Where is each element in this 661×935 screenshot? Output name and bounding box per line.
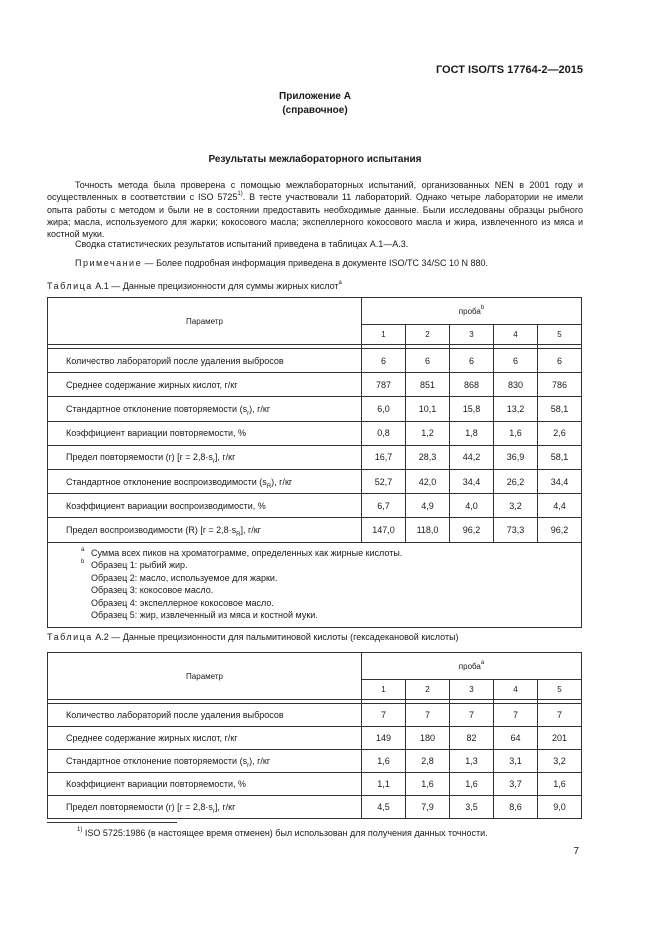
row-label: Среднее содержание жирных кислот, г/кг	[48, 373, 362, 397]
intro-text-b: . В тесте участвовали 11 лабораторий. Однако четыре лаборатории не имели опыта работы с методом и были не в состоянии предоставить необходимые данные. Были исследованы образцы рыбного жира; масла, используемого для жарки; кокосового масла; экспеллерного кокосового масла и жира, извлеченного из мяса и костной муки.	[47, 192, 584, 240]
table-row	[48, 750, 582, 773]
table-footnote: Образец 3: кокосовое масло.	[91, 585, 214, 596]
cell: 4,4	[538, 494, 582, 518]
table1-caption	[47, 281, 342, 291]
cell: 1,8	[450, 421, 494, 445]
table2-col-header: 2	[406, 680, 450, 700]
row-label: Стандартное отклонение повторяемости $(s_r)$, г/кг	[48, 397, 362, 421]
cell: 201	[538, 727, 582, 750]
table1-col-header: 1	[362, 325, 406, 345]
cell: 7	[538, 704, 582, 727]
footnote-divider	[47, 822, 177, 823]
table-footnote: $^a$ Сумма всех пиков на хроматограмме, определенных как жирные кислоты.	[81, 546, 403, 558]
cell: 10,1	[406, 397, 450, 421]
table2-param-header: Параметр	[48, 653, 362, 700]
row-label: Предел повторяемости (r) $[r = 2,8\cdot s_r]$, г/кг	[48, 796, 362, 819]
cell: 44,2	[450, 445, 494, 469]
cell: 8,6	[494, 796, 538, 819]
table2	[47, 652, 582, 819]
table2-sample-mark: a	[480, 659, 485, 666]
cell: 6	[450, 349, 494, 373]
cell: 16,7	[362, 445, 406, 469]
table2-caption	[47, 632, 459, 642]
table-row	[48, 773, 582, 796]
cell: 868	[450, 373, 494, 397]
cell: 1,6	[494, 421, 538, 445]
cell: 3,2	[538, 750, 582, 773]
row-label: Среднее содержание жирных кислот, г/кг	[48, 727, 362, 750]
page-footnote-mark: 1)	[77, 827, 83, 833]
table2-col-header: 3	[450, 680, 494, 700]
row-label: Количество лабораторий после удаления выбросов	[48, 704, 362, 727]
cell: 7,9	[406, 796, 450, 819]
cell: 1,2	[406, 421, 450, 445]
intro-text-a: Точность метода была проверена с помощью межлабораторных испытаний, организованных NEN в 2001 году и осуществленных в соответствии с ISO 5725	[47, 180, 583, 203]
cell: 1,3	[450, 750, 494, 773]
table2-caption-label: Таблица	[47, 632, 93, 642]
intro-paragraph	[47, 179, 583, 240]
table-row	[48, 373, 582, 397]
row-label: Количество лабораторий после удаления выбросов	[48, 349, 362, 373]
cell: 13,2	[494, 397, 538, 421]
table1-sample-label: проба	[458, 306, 481, 316]
cell: 3,1	[494, 750, 538, 773]
table1-col-header: 4	[494, 325, 538, 345]
cell: 7	[406, 704, 450, 727]
cell: 180	[406, 727, 450, 750]
table1-col-header: 5	[538, 325, 582, 345]
cell: 36,9	[494, 445, 538, 469]
cell: 28,3	[406, 445, 450, 469]
cell: 9,0	[538, 796, 582, 819]
cell: 787	[362, 373, 406, 397]
cell: 64	[494, 727, 538, 750]
cell: 6	[538, 349, 582, 373]
row-label: Предел повторяемости (r) $[r = 2,8\cdot s_r]$, г/кг	[48, 445, 362, 469]
page-footnote-text: ISO 5725:1986 (в настоящее время отменен) был использован для получения данных точности.	[84, 828, 488, 838]
annex-title: Приложение А	[279, 91, 351, 102]
table2-col-header: 4	[494, 680, 538, 700]
cell: 34,4	[450, 469, 494, 493]
section-title: Результаты межлабораторного испытания	[208, 154, 422, 165]
cell: 3,5	[450, 796, 494, 819]
cell: 4,9	[406, 494, 450, 518]
table-row	[48, 421, 582, 445]
table-footnote: Образец 2: масло, используемое для жарки.	[91, 572, 278, 583]
cell: 1,6	[406, 773, 450, 796]
table-row	[48, 397, 582, 421]
cell: 58,1	[538, 445, 582, 469]
cell: 6	[406, 349, 450, 373]
table1	[47, 297, 582, 628]
table-row	[48, 349, 582, 373]
table1-caption-text: А.1 — Данные прецизионности для суммы жирных кислот	[92, 281, 339, 291]
table1-col-header: 3	[450, 325, 494, 345]
cell: 3,2	[494, 494, 538, 518]
table2-sample-header	[362, 653, 582, 680]
cell: 52,7	[362, 469, 406, 493]
cell: 1,1	[362, 773, 406, 796]
note	[75, 258, 488, 268]
cell: 6,0	[362, 397, 406, 421]
summary-paragraph: Сводка статистических результатов испытаний приведена в таблицах А.1—А.3.	[75, 239, 409, 249]
cell: 830	[494, 373, 538, 397]
cell: 96,2	[450, 518, 494, 542]
cell: 42,0	[406, 469, 450, 493]
row-label: Коэффициент вариации повторяемости, %	[48, 773, 362, 796]
cell: 1,6	[538, 773, 582, 796]
table-row	[48, 796, 582, 819]
cell: 0,8	[362, 421, 406, 445]
cell: 1,6	[362, 750, 406, 773]
cell: 15,8	[450, 397, 494, 421]
cell: 118,0	[406, 518, 450, 542]
row-label: Стандартное отклонение воспроизводимости $(s_R)$, г/кг	[48, 469, 362, 493]
table1-param-header: Параметр	[48, 298, 362, 345]
cell: 786	[538, 373, 582, 397]
cell: 7	[494, 704, 538, 727]
cell: 26,2	[494, 469, 538, 493]
page-footnote	[77, 828, 488, 838]
cell: 58,1	[538, 397, 582, 421]
table1-footnotes	[48, 542, 582, 628]
table2-col-header: 5	[538, 680, 582, 700]
table-footnote: Образец 5: жир, извлеченный из мяса и костной муки.	[91, 610, 318, 621]
cell: 2,6	[538, 421, 582, 445]
table2-sample-label: проба	[458, 661, 481, 671]
table-row	[48, 494, 582, 518]
table1-sample-header	[362, 298, 582, 325]
table-footnote: $^b$ Образец 1: рыбий жир.	[81, 559, 188, 571]
cell: 6	[362, 349, 406, 373]
table1-caption-mark: a	[338, 280, 342, 286]
cell: 7	[450, 704, 494, 727]
annex-subtitle: (справочное)	[282, 105, 348, 116]
document-id: ГОСТ ISO/TS 17764-2—2015	[435, 64, 583, 76]
row-label: Коэффициент вариации повторяемости, %	[48, 421, 362, 445]
cell: 4,5	[362, 796, 406, 819]
cell: 96,2	[538, 518, 582, 542]
table2-caption-text: А.2 — Данные прецизионности для пальмитиновой кислоты (гексадекановой кислоты)	[92, 632, 459, 642]
table-footnote: Образец 4: экспеллерное кокосовое масло.	[91, 597, 274, 608]
cell: 2,8	[406, 750, 450, 773]
cell: 851	[406, 373, 450, 397]
table1-sample-mark: b	[480, 304, 485, 311]
table-row	[48, 727, 582, 750]
cell: 6	[494, 349, 538, 373]
table2-col-header: 1	[362, 680, 406, 700]
cell: 4,0	[450, 494, 494, 518]
cell: 149	[362, 727, 406, 750]
cell: 1,6	[450, 773, 494, 796]
table-row	[48, 704, 582, 727]
cell: 147,0	[362, 518, 406, 542]
row-label: Коэффициент вариации воспроизводимости, %	[48, 494, 362, 518]
table-row	[48, 445, 582, 469]
table-row	[48, 469, 582, 493]
cell: 82	[450, 727, 494, 750]
note-text: — Более подробная информация приведена в документе ISO/TC 34/SC 10 N 880.	[142, 258, 489, 268]
table1-caption-label: Таблица	[47, 281, 93, 291]
cell: 73,3	[494, 518, 538, 542]
row-label: Предел воспроизводимости (R) $[r = 2,8\cdot s_R]$, г/кг	[48, 518, 362, 542]
cell: 34,4	[538, 469, 582, 493]
cell: 7	[362, 704, 406, 727]
table-row	[48, 518, 582, 542]
row-label: Стандартное отклонение повторяемости $(s_r)$, г/кг	[48, 750, 362, 773]
intro-footnote-mark: 1)	[237, 191, 243, 198]
note-label: Примечание	[75, 258, 143, 268]
cell: 3,7	[494, 773, 538, 796]
table1-col-header: 2	[406, 325, 450, 345]
cell: 6,7	[362, 494, 406, 518]
page-number: 7	[573, 846, 579, 857]
